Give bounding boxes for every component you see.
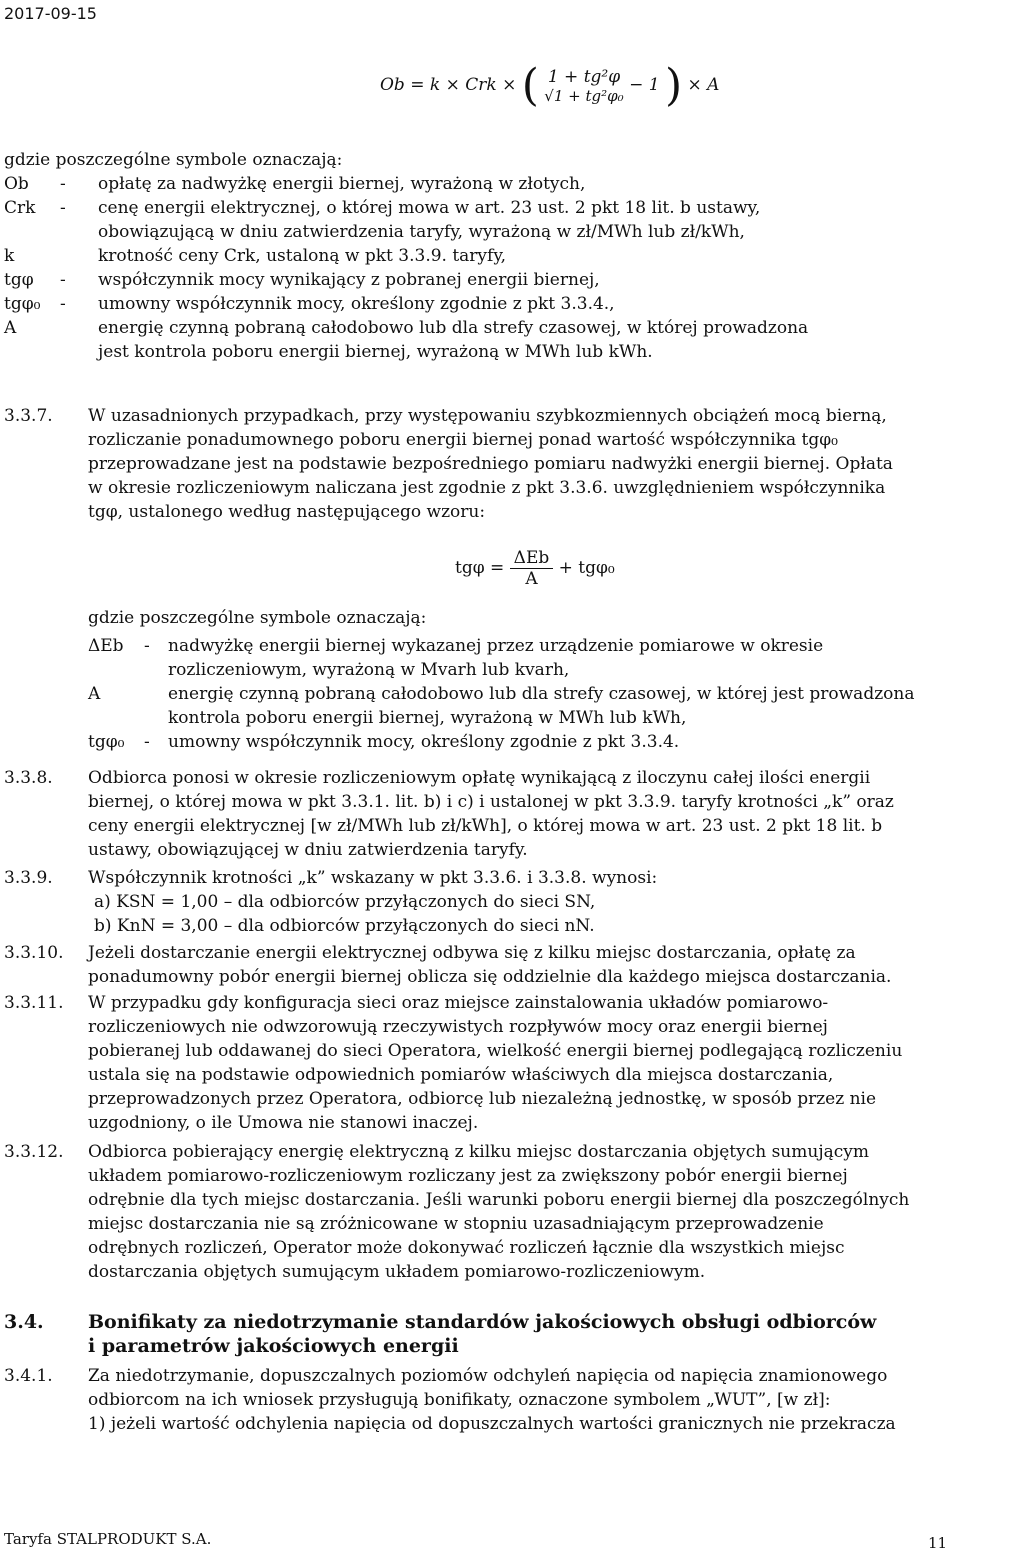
def-dash — [144, 682, 168, 706]
section-heading — [88, 1310, 1018, 1358]
def-text: krotność ceny Crk, ustaloną w pkt 3.3.9. taryfy, — [98, 246, 507, 266]
list-item: b) KnN = 3,00 – dla odbiorców przyłączonych do sieci nN. — [94, 916, 595, 936]
text-line: uzgodniony, o ile Umowa nie stanowi inaczej. — [88, 1113, 479, 1133]
text-line: Za niedotrzymanie, dopuszczalnych poziomów odchyleń napięcia od napięcia znamionowego — [88, 1366, 888, 1386]
paragraph-text — [88, 1140, 1016, 1284]
paragraph-text — [88, 766, 1016, 862]
def-text: energię czynną pobraną całodobowo lub dla strefy czasowej, w której prowadzona — [98, 318, 809, 338]
def-text: jest kontrola poboru energii biernej, wyrażoną w MWh lub kWh. — [98, 342, 653, 362]
page-date: 2017-09-15 — [4, 4, 97, 23]
paragraph-text — [88, 941, 1016, 989]
def-dash — [60, 244, 80, 268]
paragraph-number: 3.3.9. — [4, 868, 53, 888]
paren-open: ( — [521, 60, 539, 111]
text-line: układem pomiarowo-rozliczeniowym rozliczany jest za zwiększony pobór energii biernej — [88, 1166, 848, 1186]
paragraph-text — [88, 866, 1016, 938]
def-symbol: tgφ — [4, 270, 34, 290]
def-symbol: k — [4, 246, 15, 266]
def-dash: - — [60, 174, 66, 194]
def-symbol: Ob — [4, 174, 29, 194]
def-row — [4, 268, 948, 292]
page-number: 11 — [928, 1534, 948, 1552]
text-line: rozliczanie ponadumownego poboru energii biernej ponad wartość współczynnika tgφ₀ — [88, 430, 838, 450]
def-row — [88, 730, 1016, 754]
text-line: Odbiorca ponosi w okresie rozliczeniowym opłatę wynikającą z iloczynu całej ilości energii — [88, 768, 871, 788]
text-line: miejsc dostarczania nie są zróżnicowane w stopniu uzasadniającym przeprowadzenie — [88, 1214, 824, 1234]
def-row — [4, 220, 948, 244]
def-text: energię czynną pobraną całodobowo lub dla strefy czasowej, w której jest prowadzona — [168, 684, 915, 704]
def-dash — [144, 706, 168, 730]
def-symbol: A — [88, 684, 101, 704]
symbols-intro: gdzie poszczególne symbole oznaczają: — [4, 150, 343, 170]
def-row — [4, 172, 948, 196]
def-text: obowiązującą w dniu zatwierdzenia taryfy, wyrażoną w zł/MWh lub zł/kWh, — [98, 222, 745, 242]
heading-line: Bonifikaty za niedotrzymanie standardów jakościowych obsługi odbiorców — [88, 1311, 877, 1333]
heading-line: i parametrów jakościowych energii — [88, 1335, 459, 1357]
text-line: przeprowadzonych przez Operatora, odbiorcę lub niezależną jednostkę, w sposób przez nie — [88, 1089, 877, 1109]
paragraph-number: 3.3.7. — [4, 406, 53, 426]
def-row — [4, 292, 948, 316]
def-text: współczynnik mocy wynikający z pobranej energii biernej, — [98, 270, 600, 290]
def-text: opłatę za nadwyżkę energii biernej, wyrażoną w złotych, — [98, 174, 586, 194]
section-number: 3.4. — [4, 1311, 44, 1333]
def-row — [88, 658, 1016, 682]
def-dash: - — [60, 198, 66, 218]
paragraph-text — [88, 1364, 1016, 1436]
text-line: przeprowadzane jest na podstawie bezpośredniego pomiaru nadwyżki energii biernej. Opłata — [88, 454, 893, 474]
def-dash — [60, 316, 80, 340]
def-text: umowny współczynnik mocy, określony zgodnie z pkt 3.3.4. — [168, 732, 680, 752]
definitions-list-1 — [4, 172, 948, 364]
def-symbol — [88, 706, 144, 730]
paragraph-text — [88, 404, 1016, 524]
def-row — [4, 244, 948, 268]
def-text: cenę energii elektrycznej, o której mowa w art. 23 ust. 2 pkt 18 lit. b ustawy, — [98, 198, 761, 218]
formula-fraction — [544, 67, 623, 105]
list-item: a) KSN = 1,00 – dla odbiorców przyłączonych do sieci SN, — [94, 892, 596, 912]
paragraph-text — [88, 991, 1016, 1135]
formula-rhs: + tgφ₀ — [558, 558, 615, 578]
formula-lhs: tgφ = — [455, 558, 505, 578]
def-row — [88, 634, 1016, 658]
text-line: W uzasadnionych przypadkach, przy występowaniu szybkozmiennych obciążeń mocą bierną, — [88, 406, 887, 426]
def-dash — [60, 340, 80, 364]
text-line: tgφ, ustalonego według następującego wzoru: — [88, 502, 486, 522]
def-symbol: tgφ₀ — [4, 294, 41, 314]
paren-close: ) — [664, 60, 683, 111]
def-dash — [60, 220, 80, 244]
def-row — [88, 706, 1016, 730]
text-line: rozliczeniowych nie odwzorowują rzeczywistych rozpływów mocy oraz energii biernej — [88, 1017, 828, 1037]
def-symbol — [4, 340, 52, 364]
text-line: Jeżeli dostarczanie energii elektrycznej odbywa się z kilku miejsc dostarczania, opłatę za — [88, 943, 856, 963]
formula-rhs: × A — [687, 75, 720, 95]
formula-opłata — [380, 60, 719, 111]
paragraph-number: 3.3.8. — [4, 768, 53, 788]
def-text: rozliczeniowym, wyrażoną w Mvarh lub kvarh, — [168, 660, 570, 680]
text-line: ustala się na podstawie odpowiednich pomiarów właściwych dla miejsca dostarczania, — [88, 1065, 834, 1085]
def-dash — [144, 658, 168, 682]
formula-numerator: ΔEb — [510, 548, 554, 569]
def-dash: - — [144, 732, 150, 752]
def-symbol — [4, 220, 52, 244]
text-line: Współczynnik krotności „k” wskazany w pkt 3.3.6. i 3.3.8. wynosi: — [88, 868, 658, 888]
text-line: odrębnych rozliczeń, Operator może dokonywać rozliczeń łącznie dla wszystkich miejsc — [88, 1238, 845, 1258]
text-line: biernej, o której mowa w pkt 3.3.1. lit. b) i c) i ustalonej w pkt 3.3.9. taryfy krotności „k” oraz — [88, 792, 894, 812]
paragraph-number: 3.3.12. — [4, 1142, 64, 1162]
paragraph-number: 3.4.1. — [4, 1366, 53, 1386]
text-line: dostarczania objętych sumującym układem pomiarowo-rozliczeniowym. — [88, 1262, 706, 1282]
def-dash: - — [60, 270, 66, 290]
def-text: nadwyżkę energii biernej wykazanej przez urządzenie pomiarowe w okresie — [168, 636, 824, 656]
def-symbol — [88, 658, 144, 682]
list-item: 1) jeżeli wartość odchylenia napięcia od dopuszczalnych wartości granicznych nie przekracza — [88, 1414, 896, 1434]
formula-tgphi — [455, 548, 615, 589]
def-symbol: A — [4, 318, 17, 338]
formula-denominator: A — [525, 569, 538, 589]
def-dash: - — [60, 294, 66, 314]
formula-tail: − 1 — [629, 75, 660, 95]
text-line: odbiorcom na ich wniosek przysługują bonifikaty, oznaczone symbolem „WUT”, [w zł]: — [88, 1390, 831, 1410]
text-line: W przypadku gdy konfiguracja sieci oraz miejsce zainstalowania układów pomiarowo- — [88, 993, 829, 1013]
formula-denominator: √1 + tg²φ₀ — [544, 86, 624, 105]
symbols-intro-2: gdzie poszczególne symbole oznaczają: — [88, 608, 427, 628]
formula-fraction — [510, 548, 554, 589]
paragraph-number: 3.3.11. — [4, 993, 64, 1013]
def-symbol: tgφ₀ — [88, 732, 125, 752]
def-row — [4, 340, 948, 364]
text-line: Odbiorca pobierający energię elektryczną z kilku miejsc dostarczania objętych sumującym — [88, 1142, 869, 1162]
footer-title: Taryfa STALPRODUKT S.A. — [4, 1530, 212, 1548]
def-dash: - — [144, 636, 150, 656]
text-line: ustawy, obowiązującej w dniu zatwierdzenia taryfy. — [88, 840, 528, 860]
text-line: pobieranej lub oddawanej do sieci Operatora, wielkość energii biernej podlegającą rozliczeniu — [88, 1041, 903, 1061]
definitions-list-2 — [88, 634, 1016, 754]
def-row — [4, 316, 948, 340]
def-text: kontrola poboru energii biernej, wyrażoną w MWh lub kWh, — [168, 708, 687, 728]
def-symbol: Crk — [4, 198, 36, 218]
def-symbol: ΔEb — [88, 636, 124, 656]
def-row — [88, 682, 1016, 706]
paragraph-number: 3.3.10. — [4, 943, 64, 963]
formula-lhs: Ob = k × Crk × — [380, 75, 517, 95]
text-line: odrębnie dla tych miejsc dostarczania. Jeśli warunki poboru energii biernej dla poszczególnych — [88, 1190, 910, 1210]
text-line: w okresie rozliczeniowym naliczana jest zgodnie z pkt 3.3.6. uwzględnieniem współczynnika — [88, 478, 886, 498]
text-line: ceny energii elektrycznej [w zł/MWh lub zł/kWh], o której mowa w art. 23 ust. 2 pkt 18 lit. b — [88, 816, 883, 836]
formula-numerator: 1 + tg²φ — [547, 66, 621, 87]
def-text: umowny współczynnik mocy, określony zgodnie z pkt 3.3.4., — [98, 294, 615, 314]
text-line: ponadumowny pobór energii biernej oblicza się oddzielnie dla każdego miejsca dostarczania. — [88, 967, 892, 987]
def-row — [4, 196, 948, 220]
